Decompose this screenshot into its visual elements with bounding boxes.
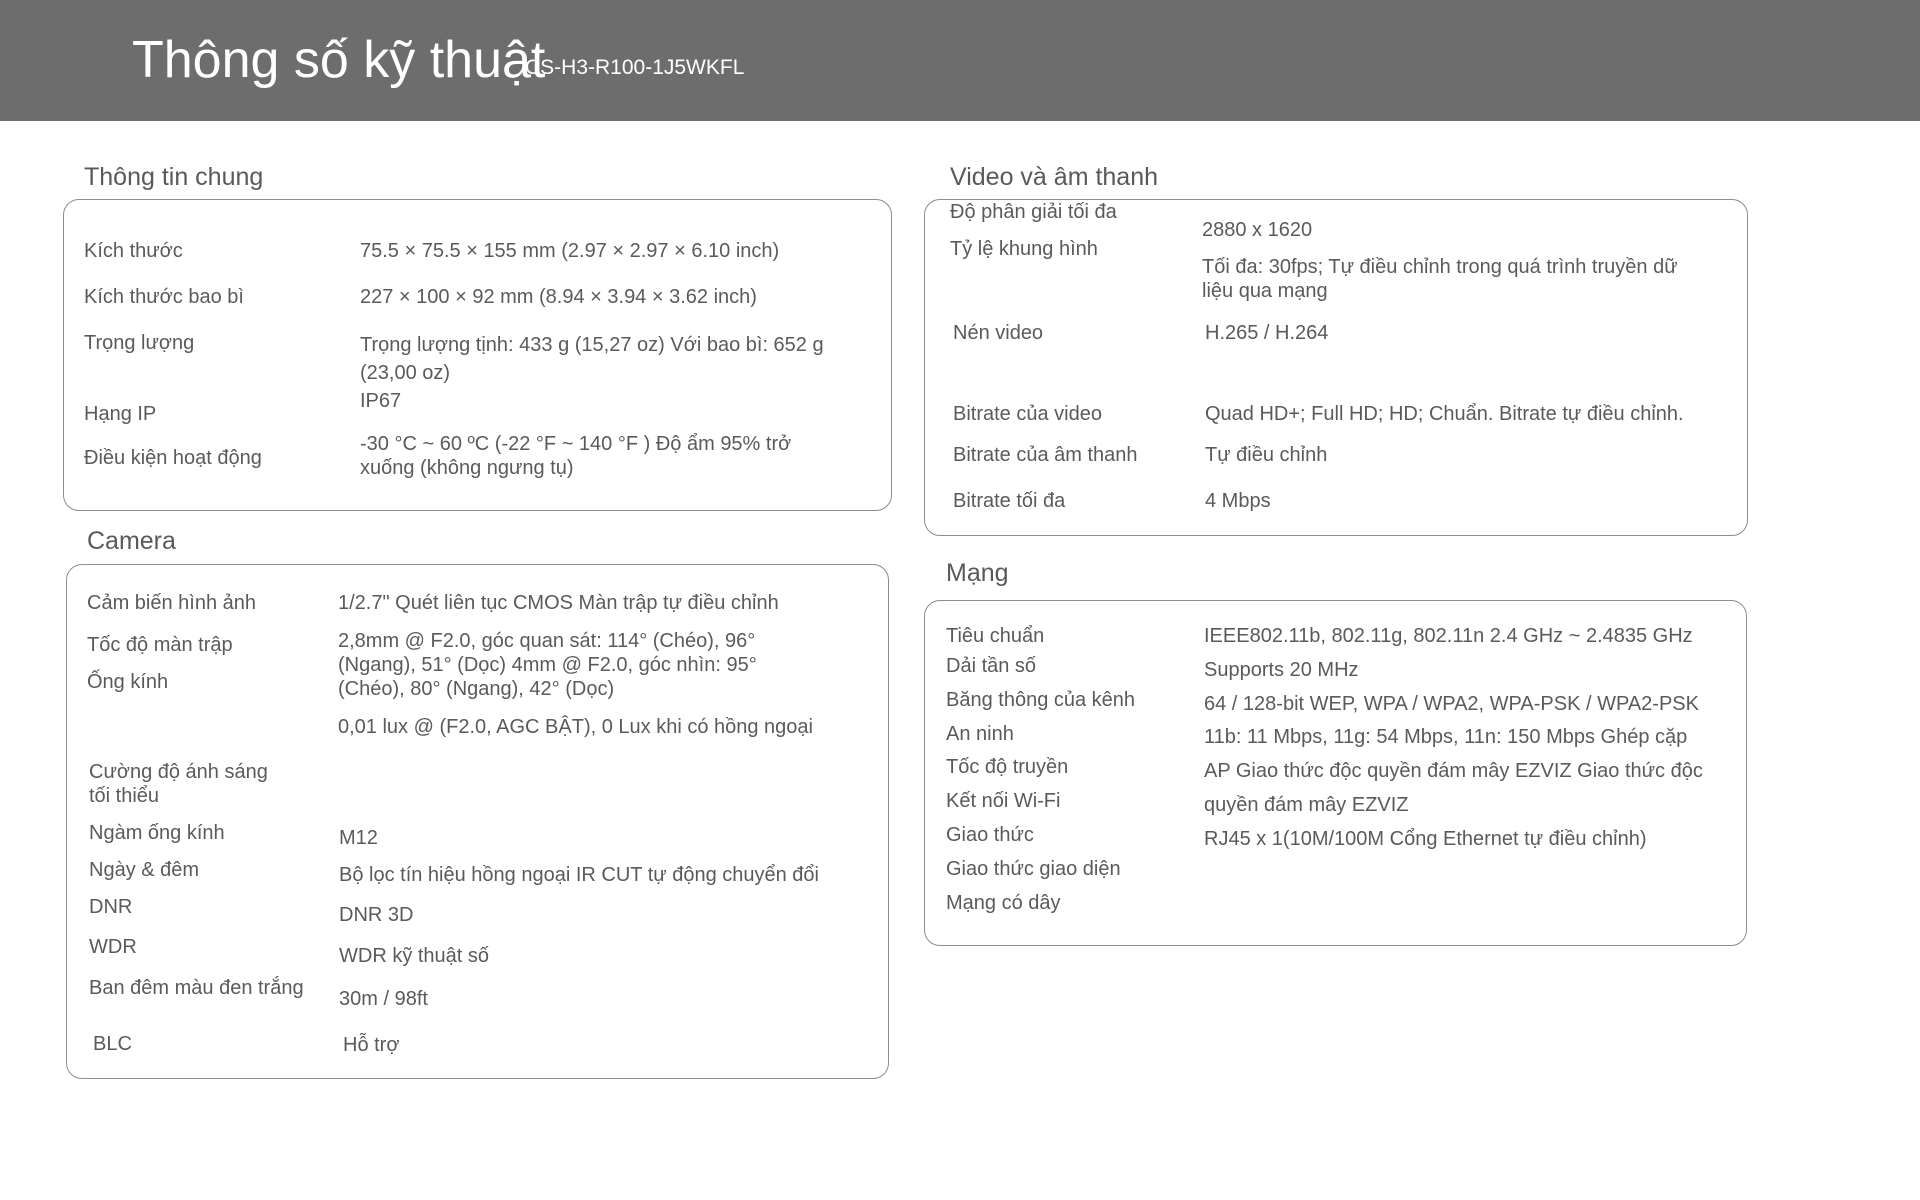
- camera-label-lens-mount: Ngàm ống kính: [89, 822, 225, 844]
- camera-value-dnr: DNR 3D: [339, 904, 414, 926]
- network-label-wifi-pairing: Kết nối Wi-Fi: [946, 790, 1061, 812]
- video-label-video-compression: Nén video: [953, 322, 1044, 344]
- video-value-audio-bitrate: Tự điều chỉnh: [1205, 444, 1328, 466]
- network-label-channel-bandwidth: Băng thông của kênh: [946, 689, 1136, 711]
- general-label-ip-rating: Hạng IP: [84, 403, 157, 425]
- network-label-security: An ninh: [946, 723, 1014, 745]
- camera-value-image-sensor: 1/2.7" Quét liên tục CMOS Màn trập tự điều chỉnh: [338, 592, 779, 614]
- video-label-max-resolution: Độ phân giải tối đa: [950, 201, 1117, 223]
- camera-label-lens: Ống kính: [87, 671, 169, 693]
- network-label-protocol: Giao thức: [946, 824, 1034, 846]
- video-section-title: Video và âm thanh: [950, 163, 1159, 191]
- network-value-frequency: Supports 20 MHz: [1204, 659, 1359, 681]
- video-value-max-bitrate: 4 Mbps: [1205, 490, 1271, 512]
- page-title: Thông số kỹ thuật: [132, 31, 546, 89]
- general-value-package-dimensions: 227 × 100 × 92 mm (8.94 × 3.94 × 3.62 inch): [360, 286, 757, 308]
- model-number: CS-H3-R100-1J5WKFL: [525, 56, 745, 79]
- network-value-channel-bandwidth: 64 / 128-bit WEP, WPA / WPA2, WPA-PSK / WPA2-PSK: [1204, 693, 1699, 715]
- camera-value-blc: Hỗ trợ: [343, 1034, 400, 1056]
- network-value-protocol: quyền đám mây EZVIZ: [1204, 794, 1409, 816]
- network-label-standard: Tiêu chuẩn: [946, 625, 1045, 647]
- network-label-interface-protocol: Giao thức giao diện: [946, 858, 1121, 880]
- camera-value-lens: 2,8mm @ F2.0, góc quan sát: 114° (Chéo), 96° (Ngang), 51° (Dọc) 4mm @ F2.0, góc nhìn: 95° (Chéo), 80° (Ngang), 42° (Dọc): [338, 630, 757, 700]
- camera-label-blc: BLC: [93, 1033, 132, 1055]
- camera-label-shutter-speed: Tốc độ màn trập: [87, 634, 233, 656]
- general-section-title: Thông tin chung: [84, 163, 264, 191]
- general-value-ip-rating: IP67: [360, 390, 402, 412]
- video-label-audio-bitrate: Bitrate của âm thanh: [953, 444, 1138, 466]
- general-value-weight: Trọng lượng tịnh: 433 g (15,27 oz) Với bao bì: 652 g (23,00 oz): [360, 334, 824, 384]
- video-label-max-bitrate: Bitrate tối đa: [953, 490, 1066, 512]
- network-value-standard: IEEE802.11b, 802.11g, 802.11n 2.4 GHz ~ 2.4835 GHz: [1204, 625, 1693, 647]
- camera-label-night-bw: Ban đêm màu đen trắng: [89, 977, 304, 999]
- camera-value-min-illumination: 0,01 lux @ (F2.0, AGC BẬT), 0 Lux khi có hồng ngoại: [338, 716, 813, 738]
- general-value-dimensions: 75.5 × 75.5 × 155 mm (2.97 × 2.97 × 6.10 inch): [360, 240, 780, 262]
- camera-label-image-sensor: Cảm biến hình ảnh: [87, 592, 257, 614]
- network-label-frequency: Dải tần số: [946, 655, 1037, 677]
- network-value-wired-network: RJ45 x 1(10M/100M Cổng Ethernet tự điều chỉnh): [1204, 828, 1647, 850]
- video-label-video-bitrate: Bitrate của video: [953, 403, 1102, 425]
- general-value-operating-conditions: -30 °C ~ 60 ºC (-22 °F ~ 140 °F ) Độ ẩm 95% trở xuống (không ngưng tụ): [360, 433, 792, 479]
- camera-section-title: Camera: [87, 527, 176, 555]
- camera-value-night-bw: 30m / 98ft: [339, 988, 428, 1010]
- network-label-transmission-rate: Tốc độ truyền: [946, 756, 1069, 778]
- network-value-transmission-rate: AP Giao thức độc quyền đám mây EZVIZ Giao thức độc: [1204, 760, 1703, 782]
- video-label-frame-rate: Tỷ lệ khung hình: [950, 238, 1098, 260]
- page-header: [0, 0, 1920, 121]
- camera-value-day-night: Bộ lọc tín hiệu hồng ngoại IR CUT tự động chuyển đổi: [339, 864, 819, 886]
- camera-label-wdr: WDR: [89, 936, 137, 958]
- general-label-operating-conditions: Điều kiện hoạt động: [84, 447, 262, 469]
- camera-label-dnr: DNR: [89, 896, 133, 918]
- camera-label-min-illumination: Cường độ ánh sáng tối thiểu: [89, 761, 268, 807]
- camera-label-day-night: Ngày & đêm: [89, 859, 200, 881]
- general-label-dimensions: Kích thước: [84, 240, 183, 262]
- camera-value-wdr: WDR kỹ thuật số: [339, 945, 490, 967]
- network-value-security: 11b: 11 Mbps, 11g: 54 Mbps, 11n: 150 Mbps Ghép cặp: [1204, 726, 1688, 748]
- general-label-package-dimensions: Kích thước bao bì: [84, 286, 244, 308]
- video-value-video-bitrate: Quad HD+; Full HD; HD; Chuẩn. Bitrate tự điều chỉnh.: [1205, 403, 1684, 425]
- camera-value-lens-mount: M12: [339, 827, 378, 849]
- video-value-frame-rate: Tối đa: 30fps; Tự điều chỉnh trong quá trình truyền dữ liệu qua mạng: [1202, 256, 1678, 302]
- video-value-video-compression: H.265 / H.264: [1205, 322, 1329, 344]
- video-value-max-resolution: 2880 x 1620: [1202, 219, 1313, 241]
- network-label-wired-network: Mạng có dây: [946, 892, 1061, 914]
- network-section-title: Mạng: [946, 559, 1009, 587]
- general-label-weight: Trọng lượng: [84, 332, 195, 354]
